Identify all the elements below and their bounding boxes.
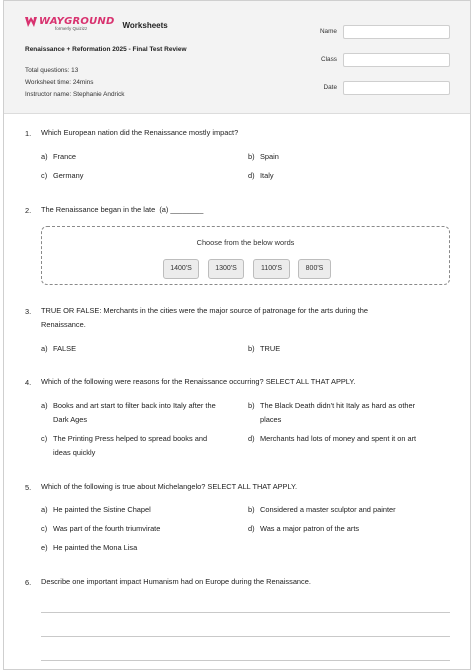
question-text-line2: Renaissance. [41, 320, 86, 329]
word-chip[interactable]: 800'S [298, 259, 331, 279]
option-text: He painted the Sistine Chapel [53, 505, 151, 514]
option-text: TRUE [260, 344, 281, 353]
answer-option[interactable] [41, 503, 151, 517]
option-text: Italy [260, 171, 274, 180]
worksheet-header [4, 1, 470, 114]
question-number: 4. [25, 378, 32, 387]
answer-option[interactable] [41, 169, 84, 183]
answer-line[interactable] [41, 612, 450, 613]
question-text-line1: TRUE OR FALSE: Merchants in the cities were the major source of patronage for the arts during the [41, 306, 368, 315]
option-text-line1: The Black Death didn't hit Italy as hard as other [260, 401, 416, 410]
option-text: France [53, 152, 77, 161]
option-text-line2: places [260, 415, 282, 424]
name-label: Name [319, 28, 337, 35]
option-letter: c) [41, 434, 48, 443]
answer-option[interactable] [41, 342, 77, 356]
answer-option[interactable] [248, 150, 279, 164]
answer-option[interactable] [41, 541, 138, 555]
class-label: Class [321, 56, 337, 63]
total-questions: Total questions: 13 [25, 67, 79, 74]
option-letter: b) [248, 344, 255, 353]
option-letter: b) [248, 401, 255, 410]
question-number: 1. [25, 129, 32, 138]
date-field[interactable] [343, 81, 450, 95]
brand [25, 16, 168, 31]
option-text-line2: Dark Ages [53, 415, 88, 424]
option-letter: c) [41, 171, 48, 180]
option-text-line1: The Printing Press helped to spread books and [53, 434, 208, 443]
brand-title: Worksheets [122, 21, 168, 30]
answer-option[interactable] [248, 503, 396, 517]
answer-option[interactable] [41, 432, 241, 457]
worksheet-title: Renaissance + Reformation 2025 - Final Test Review [25, 46, 187, 53]
answer-option[interactable] [248, 432, 448, 446]
answer-line[interactable] [41, 660, 450, 661]
option-letter: a) [41, 152, 48, 161]
option-letter: b) [248, 152, 255, 161]
option-text: Spain [260, 152, 279, 161]
answer-option[interactable] [248, 522, 360, 536]
option-letter: d) [248, 524, 255, 533]
option-letter: a) [41, 505, 48, 514]
answer-option[interactable] [41, 522, 161, 536]
question-text: Which of the following were reasons for the Renaissance occurring? SELECT ALL THAT APPLY. [41, 377, 356, 386]
question-text: The Renaissance began in the late (a) ________ [41, 205, 204, 214]
wayground-logo [25, 16, 115, 31]
logo-subtitle: formerly Quizizz [55, 26, 88, 31]
word-chip[interactable]: 1100'S [253, 259, 290, 279]
worksheet-time: Worksheet time: 24mins [25, 79, 94, 86]
word-chip[interactable]: 1300'S [208, 259, 244, 279]
question-number: 6. [25, 578, 32, 587]
word-chip[interactable]: 1400'S [163, 259, 199, 279]
option-text: FALSE [53, 344, 77, 353]
option-text: Was part of the fourth triumvirate [53, 524, 161, 533]
answer-option[interactable] [41, 399, 241, 424]
question-number: 3. [25, 307, 32, 316]
question-text: Which European nation did the Renaissance mostly impact? [41, 128, 239, 137]
option-text: Considered a master sculptor and painter [260, 505, 396, 514]
answer-option[interactable] [248, 399, 448, 424]
answer-option[interactable] [248, 342, 281, 356]
option-letter: d) [248, 171, 255, 180]
option-letter: d) [248, 434, 255, 443]
option-text: He painted the Mona Lisa [53, 543, 138, 552]
option-letter: a) [41, 401, 48, 410]
instructor-name: Instructor name: Stephanie Andrick [25, 91, 125, 98]
question-number: 5. [25, 483, 32, 492]
option-letter: b) [248, 505, 255, 514]
option-text-line1: Merchants had lots of money and spent it on art [260, 434, 417, 443]
answer-line[interactable] [41, 636, 450, 637]
option-text: Germany [53, 171, 84, 180]
option-letter: e) [41, 543, 48, 552]
answer-option[interactable] [248, 169, 274, 183]
logo-text: WAYGROUND [39, 16, 115, 27]
date-label: Date [323, 84, 337, 91]
option-letter: c) [41, 524, 48, 533]
name-field[interactable] [343, 25, 450, 39]
option-text-line1: Books and art start to filter back into Italy after the [53, 401, 216, 410]
word-bank-title: Choose from the below words [196, 238, 295, 247]
answer-option[interactable] [41, 150, 77, 164]
logo-mark-icon [25, 17, 37, 27]
option-letter: a) [41, 344, 48, 353]
word-bank [41, 226, 450, 285]
option-text: Was a major patron of the arts [260, 524, 360, 533]
option-text-line2: ideas quickly [53, 448, 96, 457]
worksheet-page [3, 0, 471, 670]
question-text: Describe one important impact Humanism had on Europe during the Renaissance. [41, 577, 311, 586]
question-number: 2. [25, 206, 32, 215]
class-field[interactable] [343, 53, 450, 67]
question-text: Which of the following is true about Michelangelo? SELECT ALL THAT APPLY. [41, 482, 298, 491]
